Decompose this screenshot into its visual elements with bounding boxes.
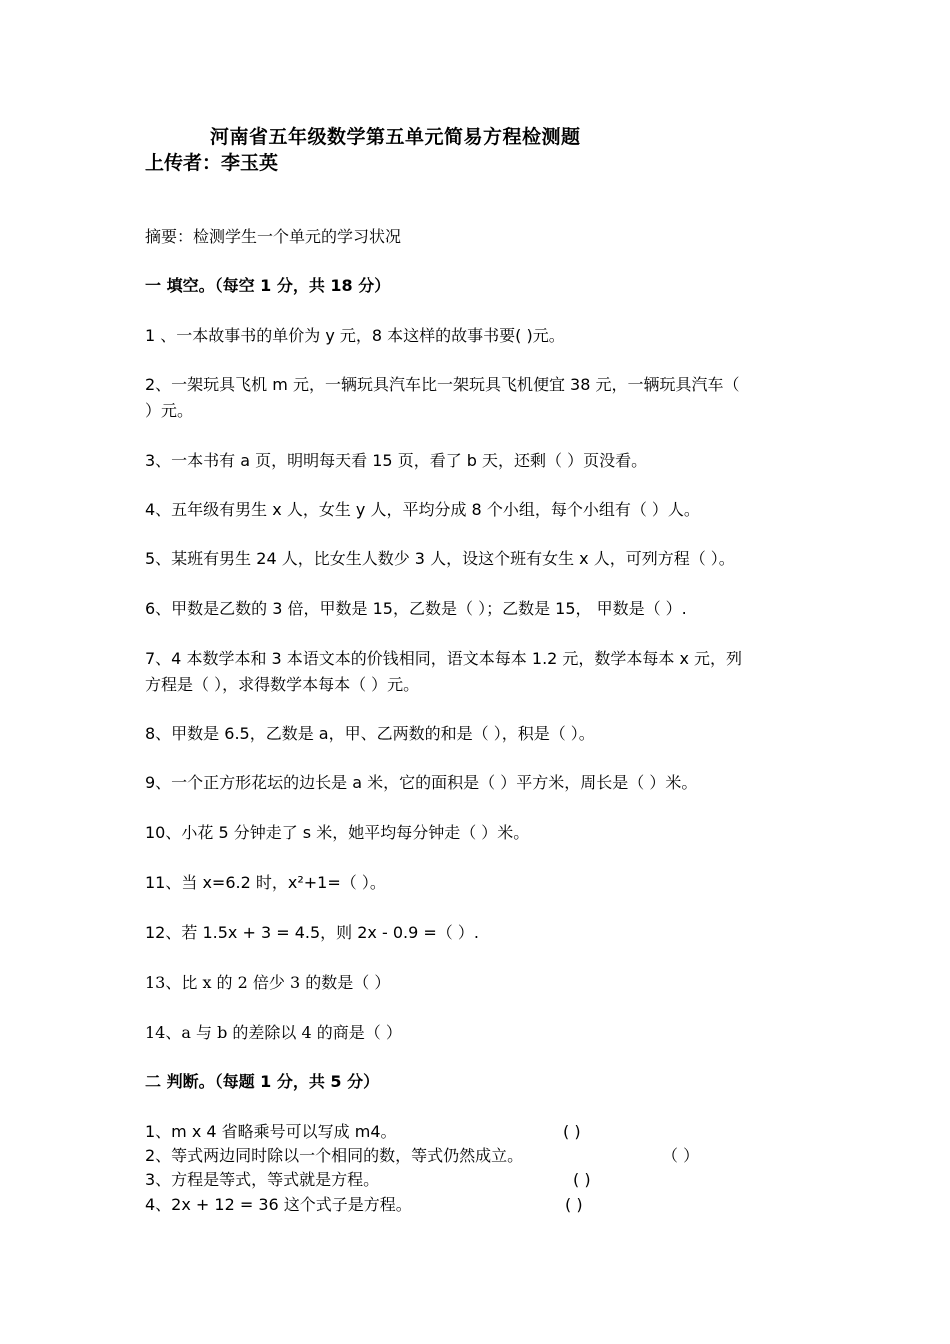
question-11: 11、当 x=6.2 时，x²+1=（ ）。 <box>145 873 386 892</box>
question-7-line-1: 7、4 本数学本和 3 本语文本的价钱相同，语文本每本 1.2 元，数学本每本 x 元，列 <box>145 649 743 668</box>
question-14: 14、a 与 b 的差除以 4 的商是（ ） <box>145 1023 402 1042</box>
judgment-item-3-text: 3、方程是等式，等式就是方程。 <box>145 1170 380 1189</box>
section1-heading: 一 填空。（每空 1 分，共 18 分） <box>145 276 391 295</box>
judgment-item-4-answer-paren: ( ) <box>565 1195 583 1214</box>
section2-heading: 二 判断。（每题 1 分，共 5 分） <box>145 1072 380 1091</box>
abstract-line: 摘要：检测学生一个单元的学习状况 <box>145 227 402 246</box>
judgment-item-1-text: 1、m x 4 省略乘号可以写成 m4。 <box>145 1122 397 1141</box>
judgment-item-2-text: 2、等式两边同时除以一个相同的数，等式仍然成立。 <box>145 1146 524 1165</box>
question-2-line-1: 2、一架玩具飞机 m 元，一辆玩具汽车比一架玩具飞机便宜 38 元，一辆玩具汽车（ <box>145 375 740 394</box>
question-2-line-2: ）元。 <box>145 401 194 420</box>
question-13: 13、比 x 的 2 倍少 3 的数是（ ） <box>145 973 391 992</box>
question-1: 1 、一本故事书的单价为 y 元，8 本这样的故事书要( )元。 <box>145 326 565 345</box>
question-10: 10、小花 5 分钟走了 s 米，她平均每分钟走（ ）米。 <box>145 823 530 842</box>
judgment-item-1-answer-paren: ( ) <box>563 1122 581 1141</box>
question-12: 12、若 1.5x + 3 = 4.5，则 2x - 0.9 =（ ）. <box>145 923 479 942</box>
question-5: 5、某班有男生 24 人，比女生人数少 3 人，设这个班有女生 x 人，可列方程（ ）。 <box>145 549 735 568</box>
question-7-line-2: 方程是（ ），求得数学本每本（ ）元。 <box>145 675 420 694</box>
question-6: 6、甲数是乙数的 3 倍，甲数是 15，乙数是（ ）；乙数是 15， 甲数是（ ）. <box>145 599 687 618</box>
question-3: 3、一本书有 a 页，明明每天看 15 页，看了 b 天，还剩（ ）页没看。 <box>145 451 648 470</box>
judgment-item-2-answer-paren: （ ） <box>662 1146 700 1165</box>
judgment-item-4-text: 4、2x + 12 = 36 这个式子是方程。 <box>145 1195 412 1214</box>
document-title: 河南省五年级数学第五单元简易方程检测题 <box>210 126 581 148</box>
question-4: 4、五年级有男生 x 人，女生 y 人，平均分成 8 个小组，每个小组有（ ）人。 <box>145 500 700 519</box>
question-8: 8、甲数是 6.5，乙数是 a，甲、乙两数的和是（ ），积是（ ）。 <box>145 724 595 743</box>
uploader-line: 上传者：李玉英 <box>145 152 279 174</box>
question-9: 9、一个正方形花坛的边长是 a 米，它的面积是（ ）平方米，周长是（ ）米。 <box>145 773 698 792</box>
judgment-item-3-answer-paren: ( ) <box>573 1170 591 1189</box>
